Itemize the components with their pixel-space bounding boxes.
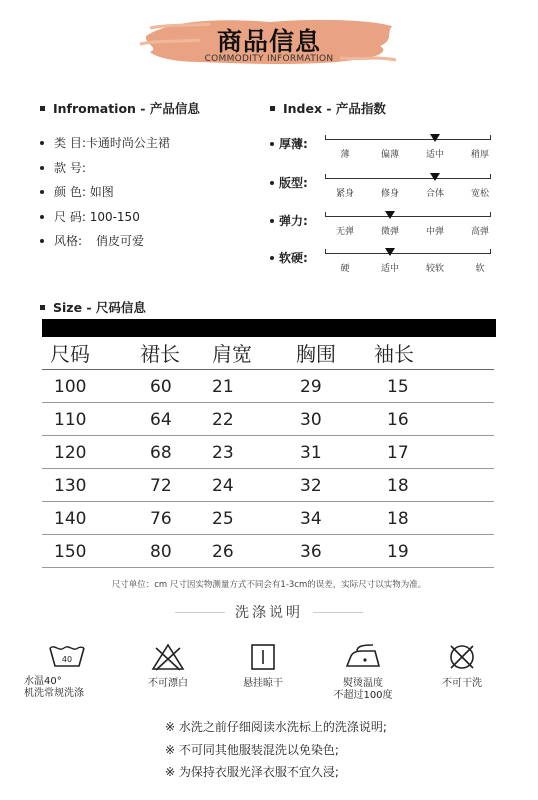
table-top-bar	[42, 319, 496, 337]
table-cell: 36	[300, 542, 322, 562]
care-no-bleach	[123, 642, 213, 690]
bullet-dot	[40, 190, 44, 194]
hang-dry-icon	[248, 642, 278, 672]
table-cell: 150	[54, 542, 87, 562]
table-cell: 30	[300, 410, 322, 430]
index-option: 薄	[340, 150, 350, 160]
table-header-cell: 袖长	[374, 342, 414, 366]
table-row	[42, 403, 494, 436]
divider-right	[313, 612, 363, 613]
table-cell: 16	[387, 410, 409, 430]
care-caption: 不可干洗	[442, 678, 482, 689]
info-label: 类 目:	[54, 136, 86, 150]
bullet-dot	[270, 219, 274, 223]
wash-40-icon	[47, 642, 87, 670]
index-option: 稍厚	[470, 150, 489, 160]
table-row	[42, 436, 494, 469]
index-option: 微弹	[380, 227, 399, 237]
table-cell: 60	[150, 377, 172, 397]
table-header-cell: 裙长	[140, 342, 180, 366]
wash-tip-3: ※ 为保持衣服光泽衣服不宜久浸;	[165, 765, 339, 779]
info-label: 风格:	[54, 234, 83, 248]
scale-end-tick	[325, 135, 326, 140]
info-row-style-no	[40, 160, 86, 176]
bullet-dot	[270, 181, 274, 185]
scale-end-tick	[490, 174, 491, 179]
index-option: 修身	[380, 189, 399, 199]
info-label: 款 号:	[54, 161, 86, 175]
bullet-dot	[270, 142, 274, 146]
page-title: 商品信息	[216, 27, 321, 56]
index-scale-line	[325, 139, 490, 140]
info-row-size	[40, 209, 140, 225]
index-scale-line	[325, 216, 490, 217]
index-option: 软	[475, 264, 485, 274]
size-section-title-text: Size - 尺码信息	[53, 300, 146, 315]
bullet-dot	[40, 215, 44, 219]
bullet-dot	[40, 166, 44, 170]
info-value: 如图	[89, 185, 114, 199]
scale-end-tick	[325, 249, 326, 254]
index-option: 中弹	[425, 227, 444, 237]
table-row	[42, 370, 494, 403]
table-cell: 31	[300, 443, 322, 463]
info-row-style	[40, 233, 144, 249]
index-section-title	[270, 99, 386, 117]
table-header-cell: 尺码	[50, 342, 90, 366]
wash-tip-1: ※ 水洗之前仔细阅读水洗标上的洗涤说明;	[165, 720, 387, 734]
index-marker-icon	[385, 211, 395, 219]
info-section-title	[40, 99, 200, 117]
index-option: 无弹	[335, 227, 354, 237]
index-option: 较软	[425, 264, 444, 274]
scale-end-tick	[490, 212, 491, 217]
bullet-dot	[40, 239, 44, 243]
table-cell: 19	[387, 542, 409, 562]
info-value: 100-150	[89, 210, 140, 224]
index-marker-icon	[385, 248, 395, 256]
table-cell: 29	[300, 377, 322, 397]
table-cell: 130	[54, 476, 87, 496]
bullet-square	[40, 305, 45, 310]
index-option: 偏薄	[380, 150, 399, 160]
bullet-dot	[270, 256, 274, 260]
page-subtitle: COMMODITY INFORMATION	[204, 54, 334, 64]
table-cell: 110	[54, 410, 87, 430]
info-value: 卡通时尚公主裙	[85, 136, 170, 150]
size-section-title	[40, 298, 146, 316]
index-option: 适中	[425, 150, 444, 160]
table-cell: 21	[212, 377, 234, 397]
info-value: 俏皮可爱	[96, 234, 145, 248]
info-row-color	[40, 184, 114, 200]
info-label: 尺 码:	[54, 210, 86, 224]
table-cell: 18	[387, 476, 409, 496]
table-row	[42, 502, 494, 535]
index-option: 合体	[425, 189, 444, 199]
index-label: 版型:	[279, 176, 308, 190]
care-wash-40	[22, 642, 112, 700]
care-iron	[318, 642, 408, 702]
index-row-elasticity	[270, 209, 500, 239]
index-marker-icon	[430, 173, 440, 181]
index-row-softness	[270, 246, 500, 276]
scale-end-tick	[490, 249, 491, 254]
size-note: 尺寸单位：cm 尺寸因实物测量方式不同会有1-3cm的误差，实际尺寸以实物为准。	[111, 580, 427, 590]
table-header-cell: 胸围	[296, 342, 336, 366]
care-caption: 不可漂白	[148, 678, 188, 689]
size-table	[42, 338, 494, 568]
index-row-thickness	[270, 132, 500, 162]
bullet-square	[40, 106, 45, 111]
index-option: 高弹	[470, 227, 489, 237]
table-cell: 76	[150, 509, 172, 529]
index-label: 厚薄:	[279, 137, 308, 151]
table-cell: 15	[387, 377, 409, 397]
index-scale-line	[325, 253, 490, 254]
scale-end-tick	[490, 135, 491, 140]
table-cell: 22	[212, 410, 234, 430]
no-bleach-icon	[150, 642, 186, 672]
care-caption-text: 水温40° 机洗常规洗涤	[24, 676, 84, 699]
bullet-dot	[40, 141, 44, 145]
table-header-cell: 肩宽	[212, 342, 252, 366]
index-option: 适中	[380, 264, 399, 274]
table-cell: 72	[150, 476, 172, 496]
table-header-row	[42, 338, 494, 370]
index-option: 宽松	[470, 189, 489, 199]
index-row-fit	[270, 171, 500, 201]
care-no-dry-clean	[417, 642, 507, 690]
care-caption	[22, 676, 112, 700]
index-marker-icon	[430, 134, 440, 142]
index-option: 紧身	[335, 189, 354, 199]
table-cell: 24	[212, 476, 234, 496]
iron-icon	[343, 642, 383, 672]
table-cell: 120	[54, 443, 87, 463]
table-cell: 140	[54, 509, 87, 529]
scale-end-tick	[325, 174, 326, 179]
wash-temp-text: 40	[61, 655, 73, 664]
care-caption	[318, 678, 408, 702]
info-row-category	[40, 135, 170, 151]
table-cell: 25	[212, 509, 234, 529]
table-cell: 80	[150, 542, 172, 562]
scale-end-tick	[325, 212, 326, 217]
care-hang-dry	[218, 642, 308, 690]
table-row	[42, 535, 494, 568]
table-cell: 23	[212, 443, 234, 463]
table-cell: 100	[54, 377, 87, 397]
table-cell: 26	[212, 542, 234, 562]
index-label: 弹力:	[279, 214, 308, 228]
index-section-title-text: Index - 产品指数	[283, 101, 386, 116]
table-cell: 17	[387, 443, 409, 463]
care-caption: 悬挂晾干	[243, 678, 283, 689]
wash-tip-2: ※ 不可同其他服装混洗以免染色;	[165, 743, 339, 757]
bullet-square	[270, 106, 275, 111]
info-label: 颜 色:	[54, 185, 86, 199]
info-section-title-text: Infromation - 产品信息	[53, 101, 200, 116]
table-cell: 68	[150, 443, 172, 463]
table-cell: 64	[150, 410, 172, 430]
wash-title: 洗涤说明	[235, 605, 303, 621]
care-caption-text: 熨烫温度 不超过100度	[333, 678, 393, 701]
table-cell: 34	[300, 509, 322, 529]
index-label: 软硬:	[279, 251, 308, 265]
index-option: 硬	[340, 264, 350, 274]
no-dry-clean-icon	[447, 642, 477, 672]
table-cell: 32	[300, 476, 322, 496]
index-scale-line	[325, 178, 490, 179]
table-cell: 18	[387, 509, 409, 529]
table-row	[42, 469, 494, 502]
